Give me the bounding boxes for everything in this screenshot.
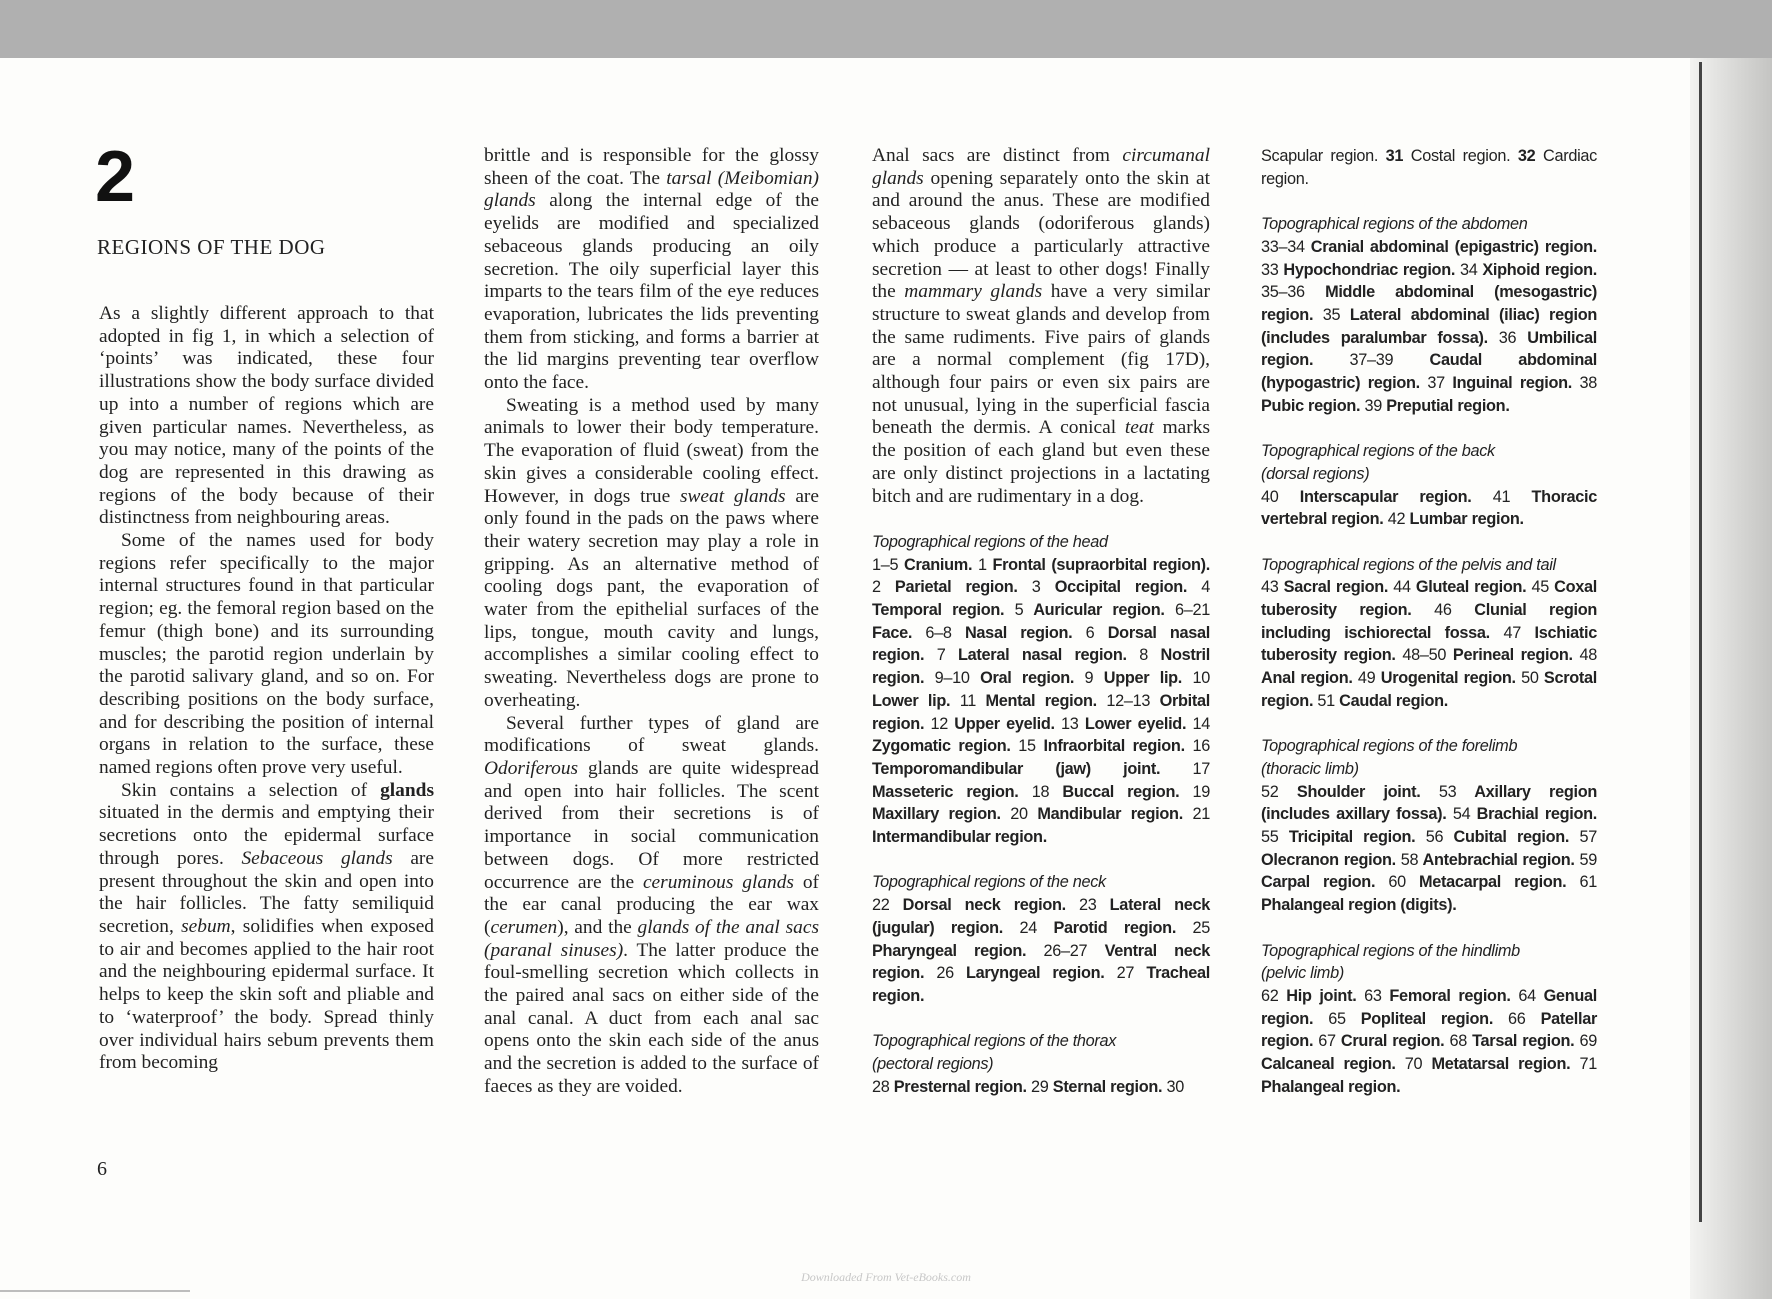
region-number: Zygomatic region.	[872, 737, 1019, 756]
heading-line: Topographical regions of the hindlimb	[1261, 941, 1520, 960]
section-body	[1261, 781, 1597, 917]
text-run: 34	[1459, 260, 1478, 279]
text-run: 54	[1452, 805, 1471, 824]
text-run: 9	[1084, 669, 1094, 688]
text-run: are present throughout the skin and open into the hair follicles. The fatty semiliquid secretion,	[99, 847, 434, 937]
text-run: 38	[1579, 374, 1597, 393]
region-number: Ischiatic tuberosity region.	[1261, 623, 1597, 665]
text-run: 45	[1531, 578, 1550, 597]
region-number: Popliteal region.	[1345, 1009, 1509, 1028]
text-run: ), and the	[557, 916, 638, 938]
section-heading	[1261, 735, 1597, 780]
region-number: Parietal region.	[880, 578, 1032, 597]
text-run: 6	[1085, 623, 1095, 642]
paragraph	[484, 145, 819, 395]
text-run: 1	[977, 555, 987, 574]
emphasis-term: glands of the anal sacs (paranal sinuses)	[484, 916, 819, 961]
region-number: Presternal region.	[889, 1077, 1032, 1096]
section-body	[1261, 985, 1597, 1099]
heading-line: Topographical regions of the head	[872, 532, 1108, 551]
text-run: 18	[1031, 782, 1050, 801]
text-run: 24	[1019, 918, 1037, 937]
text-run: Scapular region.	[1261, 147, 1386, 165]
text-run: 8	[1139, 646, 1148, 665]
text-run: 14	[1192, 714, 1210, 733]
region-number: Calcaneal region.	[1261, 1055, 1405, 1074]
emphasis-term: Sebaceous glands	[241, 847, 393, 869]
page-number: 6	[97, 1158, 107, 1180]
text-run: 58	[1400, 850, 1419, 869]
text-run: 66	[1508, 1009, 1526, 1028]
emphasis-term: mammary glands	[904, 281, 1043, 303]
emphasis-term: tarsal (Meibomian) glands	[484, 167, 820, 212]
region-number: Middle abdominal (mesogastric) region.	[1261, 283, 1597, 324]
text-run: 17	[1192, 759, 1210, 778]
paragraph-gap	[872, 508, 1210, 531]
heading-line: Topographical regions of the back	[1261, 442, 1495, 461]
paragraph-gap	[872, 1008, 1210, 1031]
region-number: Lumbar region.	[1405, 510, 1524, 529]
scan-top-band	[0, 0, 1772, 58]
region-number: Perineal region.	[1446, 646, 1580, 665]
paragraph-gap	[1261, 713, 1597, 736]
text-run: 5	[1014, 601, 1024, 620]
text-run: 10	[1192, 669, 1210, 688]
heading-line: Topographical regions of the abdomen	[1261, 215, 1528, 234]
bottom-rule	[0, 1290, 190, 1292]
text-run: 6–8	[925, 623, 952, 642]
region-number: Genual region.	[1261, 986, 1597, 1028]
region-number: Upper eyelid.	[948, 714, 1062, 733]
text-run: 41	[1492, 487, 1511, 506]
text-run: 52	[1261, 782, 1279, 801]
region-number: 31	[1385, 147, 1404, 165]
text-run: of the ear canal producing the ear wax (	[484, 871, 819, 938]
chapter-number: 2	[95, 137, 136, 217]
section-heading	[1261, 213, 1597, 236]
paragraph	[99, 530, 434, 780]
region-number: Occipital region.	[1040, 578, 1202, 597]
region-number: Phalangeal region.	[1261, 1077, 1401, 1096]
text-run: 26	[936, 964, 954, 983]
text-run: 28	[872, 1077, 890, 1096]
text-run: 44	[1393, 578, 1411, 597]
emphasis-term: cerumen	[490, 916, 558, 938]
text-run: along the internal edge of the eyelids are modified and specialized sebaceous glands producing an oily secretion. The oily superficial layer this imparts to the tears film of the eye reduces evaporation, lubricates the lids preventing them from sticking, and forms a barrier at the lid margins preventing tear overflow onto the face.	[484, 190, 819, 394]
text-run: 22	[872, 896, 890, 915]
text-run: 48–50	[1402, 646, 1447, 665]
text-run: 36	[1498, 328, 1517, 347]
text-run: 47	[1503, 623, 1521, 642]
text-run: 16	[1192, 737, 1210, 756]
heading-line: (thoracic limb)	[1261, 759, 1359, 778]
region-number: Sacral region.	[1278, 578, 1394, 597]
region-number: Lateral neck (jugular) region.	[872, 896, 1210, 937]
region-number: Metacarpal region.	[1405, 873, 1580, 892]
section-body	[872, 894, 1210, 1008]
region-number: Caudal abdominal (hypogastric) region.	[1261, 351, 1597, 393]
region-number: glands	[380, 779, 434, 801]
section-body	[872, 1076, 1210, 1099]
region-number: Infraorbital region.	[1035, 737, 1193, 756]
region-number: Nostril region.	[872, 646, 1210, 688]
text-run: 49	[1357, 669, 1376, 688]
text-run: 70	[1404, 1055, 1423, 1074]
region-number: Coxal tuberosity region.	[1261, 578, 1598, 620]
text-run: marks the position of each gland but even these are only distinct projections in a lactating bitch and are rudimentary in a dog.	[872, 417, 1210, 507]
text-run: 37	[1427, 374, 1445, 393]
text-run: 53	[1438, 782, 1457, 801]
heading-line: Topographical regions of the pelvis and tail	[1261, 555, 1556, 574]
text-run: 13	[1061, 714, 1079, 733]
region-number: Caudal region.	[1334, 691, 1449, 710]
text-run: 26–27	[1043, 941, 1088, 960]
emphasis-term: teat	[1124, 417, 1154, 439]
text-run: 4	[1201, 578, 1210, 597]
text-column-1	[99, 303, 434, 1075]
region-number: 32	[1517, 147, 1536, 165]
section-heading	[872, 871, 1210, 894]
text-run: 29	[1031, 1077, 1049, 1096]
section-body	[1261, 576, 1597, 712]
text-run: 33	[1261, 260, 1279, 279]
region-number: Pharyngeal region.	[872, 941, 1044, 960]
paragraph	[484, 713, 819, 1099]
region-number: Interscapular region.	[1278, 487, 1493, 506]
heading-line: Topographical regions of the thorax	[872, 1032, 1117, 1051]
region-number: Tarsal region.	[1467, 1032, 1580, 1051]
text-run: 59	[1579, 850, 1597, 869]
section-heading	[1261, 940, 1597, 985]
text-run: 12–13	[1106, 691, 1151, 710]
text-run: situated in the dermis and emptying their secretions onto the epidermal surface through pores.	[99, 802, 434, 869]
section-body	[872, 554, 1210, 849]
region-number: Temporal region.	[872, 601, 1015, 620]
text-run: 33–34	[1261, 237, 1305, 256]
text-run: 25	[1192, 918, 1210, 937]
text-run: 37–39	[1349, 351, 1394, 370]
region-number: Auricular region.	[1023, 601, 1175, 620]
text-run: Several further types of gland are modifications of sweat glands.	[484, 712, 819, 757]
text-run: are only found in the pads on the paws where their watery secretion may play a role in gripping. As an alternative method of cooling dogs pant, the evaporation of water from the epithelial surfaces of the lips, tongue, mouth cavity and lungs, accomplishes a similar cooling effect to sweating. Nevertheless dogs are prone to overheating.	[484, 485, 819, 711]
region-number: Brachial region.	[1470, 805, 1597, 824]
text-run: 69	[1579, 1032, 1597, 1051]
region-number: Lower lip.	[872, 691, 960, 710]
region-number: Lateral nasal region.	[945, 646, 1140, 665]
region-number: Lower eyelid.	[1078, 714, 1193, 733]
section-heading	[872, 531, 1210, 554]
region-number: Carpal region.	[1261, 873, 1389, 892]
text-run: 3	[1031, 578, 1041, 597]
region-number: Orbital region.	[872, 691, 1210, 733]
region-number: Ventral neck region.	[872, 941, 1210, 983]
text-column-2	[484, 145, 819, 1099]
region-number: Lateral abdominal (iliac) region (includes paralumbar fossa).	[1261, 305, 1597, 347]
text-run: 61	[1579, 873, 1597, 892]
text-run: 67	[1318, 1032, 1336, 1051]
text-run: 23	[1079, 896, 1097, 915]
section-heading	[1261, 554, 1597, 577]
text-run: 9–10	[934, 669, 970, 688]
text-run: 43	[1261, 578, 1279, 597]
emphasis-term: ceruminous glands	[642, 871, 794, 893]
text-run: 56	[1425, 828, 1444, 847]
text-run: 6–21	[1174, 601, 1210, 620]
region-number: Clunial region including ischiorectal fossa.	[1261, 601, 1598, 642]
section-body	[1261, 236, 1597, 418]
region-number: Oral region.	[969, 669, 1085, 688]
region-number: Olecranon region.	[1261, 850, 1401, 869]
text-run: brittle and is responsible for the glossy sheen of the coat. The	[484, 145, 819, 189]
region-number: Nasal region.	[951, 623, 1086, 642]
region-number: Metatarsal region.	[1422, 1055, 1580, 1074]
text-run: Costal region.	[1403, 147, 1518, 165]
text-run: 46	[1434, 601, 1452, 620]
text-run: Some of the names used for body regions refer specifically to the major internal structures found in that particular region; eg. the femoral region based on the femur (thigh bone) and its surrounding muscles; the parotid region underlain by the parotid salivary gland, and so on. For describing positions on the body surface, and for describing the position of internal organs in relation to the surface, these named regions often prove very useful.	[99, 530, 434, 779]
paragraph-gap	[872, 849, 1210, 872]
region-number: Tricipital region.	[1278, 828, 1426, 847]
heading-line: (pectoral regions)	[872, 1055, 994, 1074]
emphasis-term: sweat glands	[679, 485, 786, 507]
region-number: Scrotal region.	[1261, 669, 1598, 710]
region-number: Anal region.	[1261, 669, 1358, 688]
text-run: have a very similar structure to sweat glands and develop from the same rudiments. Five pairs of glands are a normal complement (fig 17D), although four pairs or even six pairs are not unusual, lying in the superficial fascia beneath the dermis. A conical	[872, 281, 1210, 439]
region-number: Maxillary region.	[872, 805, 1011, 824]
page-fold-line	[1699, 62, 1702, 1222]
region-number: Umbilical region.	[1261, 328, 1597, 370]
text-run: 68	[1449, 1032, 1467, 1051]
region-number: Femoral region.	[1381, 986, 1519, 1005]
text-run: 48	[1579, 646, 1597, 665]
region-number: Cranium.	[898, 555, 978, 574]
text-run: Cardiac region.	[1261, 147, 1597, 188]
text-run: , solidifies when exposed to air and becomes applied to the hair root and the neighbouring epidermal surface. It helps to keep the skin soft and pliable and to ‘waterproof’ the body. Spread thinly over individual hairs sebum prevents them from becoming	[99, 915, 434, 1074]
region-number: Inguinal region.	[1444, 374, 1580, 393]
heading-line: Topographical regions of the forelimb	[1261, 737, 1518, 756]
emphasis-term: circumanal glands	[872, 145, 1210, 189]
text-run: glands are quite widespread and open into hair follicles. The scent derived from their secretions is of importance in social communication between dogs. Of more restricted occurrence are the	[484, 757, 819, 893]
region-number: Laryngeal region.	[953, 964, 1117, 983]
region-number: Frontal (supraorbital region).	[986, 555, 1210, 574]
region-number: Shoulder joint.	[1278, 782, 1439, 801]
text-run: 7	[936, 646, 946, 665]
region-number: Cranial abdominal (epigastric) region.	[1304, 237, 1597, 256]
text-run: 35	[1322, 305, 1341, 324]
paragraph	[872, 145, 1210, 508]
text-run: 12	[930, 714, 948, 733]
paragraph	[484, 395, 819, 713]
region-number: Thoracic vertebral region.	[1261, 487, 1597, 529]
heading-line: Topographical regions of the neck	[872, 873, 1106, 892]
text-run: . The latter produce the foul-smelling secretion which collects in the paired anal sacs on either side of the anal canal. A duct from each anal sac opens onto the skin each side of the anus and the secretion is added to the surface of faeces as they are voided.	[484, 939, 819, 1097]
region-number: Buccal region.	[1049, 782, 1193, 801]
paragraph	[1261, 145, 1597, 190]
region-number: Parotid region.	[1037, 918, 1193, 937]
text-run: 1–5	[872, 555, 899, 574]
region-number: Patellar region.	[1261, 1009, 1597, 1051]
text-run: 60	[1388, 873, 1406, 892]
text-run: 35–36	[1261, 283, 1305, 302]
heading-line: (dorsal regions)	[1261, 464, 1370, 483]
text-run: 19	[1192, 782, 1210, 801]
text-run: 64	[1518, 986, 1536, 1005]
paragraph-gap	[1261, 917, 1597, 940]
paragraph	[99, 780, 434, 1075]
page-gutter-shadow	[1690, 58, 1772, 1299]
region-number: Crural region.	[1335, 1032, 1450, 1051]
region-number: Temporomandibular (jaw) joint.	[872, 759, 1193, 778]
region-number: Mental region.	[976, 691, 1107, 710]
emphasis-term: sebum	[181, 915, 231, 937]
region-number: Face.	[872, 623, 926, 642]
text-run: 40	[1261, 487, 1279, 506]
region-number: Mandibular region.	[1027, 805, 1193, 824]
text-run: 30	[1166, 1077, 1184, 1096]
paragraph	[99, 303, 434, 530]
region-number: Dorsal neck region.	[889, 896, 1080, 915]
region-number: Phalangeal region (digits).	[1261, 896, 1457, 915]
region-number: Dorsal nasal region.	[872, 623, 1211, 665]
text-run: 20	[1010, 805, 1028, 824]
text-run: 65	[1328, 1009, 1346, 1028]
text-run: 57	[1579, 828, 1597, 847]
text-run: 42	[1387, 510, 1406, 529]
text-run: 51	[1317, 691, 1335, 710]
heading-line: (pelvic limb)	[1261, 964, 1344, 983]
paragraph-gap	[1261, 190, 1597, 213]
text-run: As a slightly different approach to that adopted in fig 1, in which a selection of ‘points’ was indicated, these four illustrations show the body surface divided up into a number of regions which are given particular names. Nevertheless, as you may notice, many of the points of the dog are represented in this drawing as regions of the body because of their distinctness from neighbouring areas.	[99, 303, 434, 529]
region-number: Upper lip.	[1093, 669, 1193, 688]
emphasis-term: Odoriferous	[484, 757, 579, 779]
text-run: 15	[1018, 737, 1036, 756]
region-number: Axillary region (includes axillary fossa).	[1261, 782, 1597, 824]
text-run: opening separately onto the skin at and around the anus. These are modified sebaceous glands (odoriferous glands) which produce a particularly attractive secretion — at least to other dogs! Finally the	[872, 167, 1210, 303]
section-heading	[872, 1030, 1210, 1075]
region-number: Hypochondriac region.	[1278, 260, 1460, 279]
text-run: 39	[1364, 396, 1382, 415]
text-run: 2	[872, 578, 881, 597]
region-number: Preputial region.	[1381, 396, 1510, 415]
region-number: Intermandibular region.	[872, 828, 1047, 847]
region-number: Antebrachial region.	[1418, 850, 1580, 869]
text-run: 55	[1261, 828, 1279, 847]
chapter-title: REGIONS OF THE DOG	[97, 235, 326, 259]
region-number: Gluteal region.	[1410, 578, 1532, 597]
text-column-4	[1261, 145, 1597, 1098]
text-run: 21	[1192, 805, 1210, 824]
paragraph-gap	[1261, 417, 1597, 440]
paragraph-gap	[1261, 531, 1597, 554]
section-heading	[1261, 440, 1597, 485]
text-run: Skin contains a selection of	[121, 779, 381, 801]
region-number: Xiphoid region.	[1477, 260, 1597, 279]
text-run: 50	[1521, 669, 1539, 688]
region-number: Hip joint.	[1278, 986, 1365, 1005]
text-column-3	[872, 145, 1210, 1098]
region-number: Sternal region.	[1048, 1077, 1167, 1096]
region-number: Pubic region.	[1261, 396, 1365, 415]
text-run: 71	[1579, 1055, 1597, 1074]
watermark: Downloaded From Vet-eBooks.com	[801, 1270, 971, 1284]
region-number: Cubital region.	[1443, 828, 1580, 847]
region-number: Urogenital region.	[1375, 669, 1522, 688]
region-number: Masseteric region.	[872, 782, 1032, 801]
text-run: Anal sacs are distinct from	[872, 145, 1123, 166]
text-run: 11	[959, 691, 977, 710]
text-run: 62	[1261, 986, 1279, 1005]
section-body	[1261, 486, 1597, 531]
text-run: 63	[1364, 986, 1382, 1005]
text-run: 27	[1116, 964, 1135, 983]
text-run: Sweating is a method used by many animals to lower their body temperature. The evaporation of fluid (sweat) from the skin gives a considerable cooling effect. However, in dogs true	[484, 394, 819, 507]
region-number: Tracheal region.	[872, 964, 1211, 1005]
